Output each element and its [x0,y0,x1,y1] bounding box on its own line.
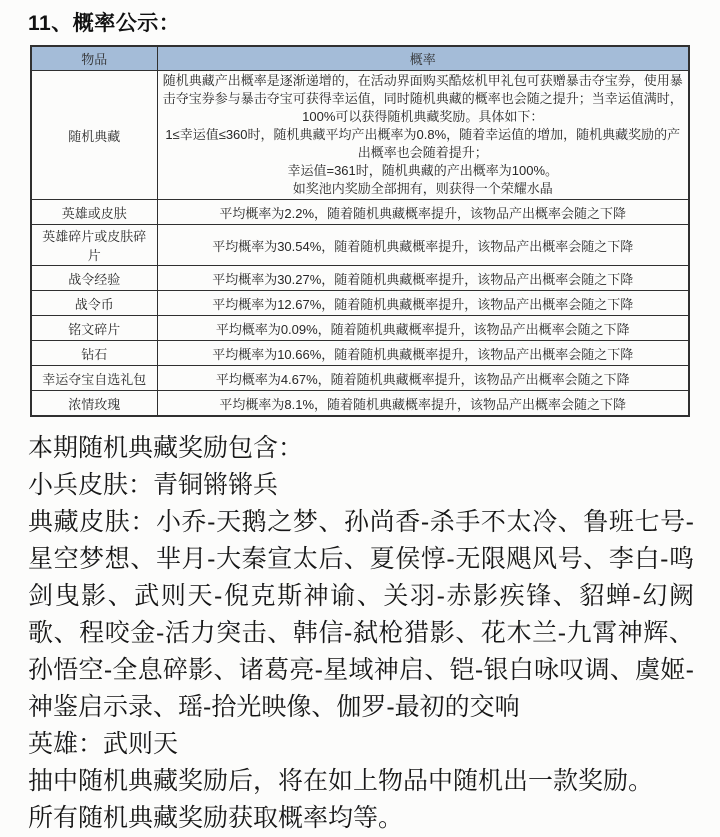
item-name-cell: 钻石 [31,341,157,366]
item-name-cell: 英雄或皮肤 [31,200,157,225]
table-row [31,291,689,316]
probability-cell: 平均概率为30.54%，随着随机典藏概率提升，该物品产出概率会随之下降 [157,225,689,266]
table-row-featured [31,71,689,200]
item-name-cell: 幸运夺宝自选礼包 [31,366,157,391]
reward-line-collection-skins: 典藏皮肤：小乔-天鹅之梦、孙尚香-杀手不太冷、鲁班七号-星空梦想、芈月-大秦宣太后、夏侯惇-无限飓风号、李白-鸣剑曳影、武则天-倪克斯神谕、关羽-赤影疾锋、貂蝉-幻阙歌、程咬金-活力突击、韩信-弑枪猎影、花木兰-九霄神辉、孙悟空-全息碎影、诸葛亮-星域神启、铠-银白咏叹调、虞姬-神鉴启示录、瑶-拾光映像、伽罗-最初的交响 [28,508,694,721]
table-row [31,225,689,266]
probability-paragraph: 幸运值=361时，随机典藏的产出概率为100%。 [287,163,559,178]
probability-cell: 平均概率为4.67%，随着随机典藏概率提升，该物品产出概率会随之下降 [157,366,689,391]
probability-cell: 平均概率为2.2%，随着随机典藏概率提升，该物品产出概率会随之下降 [157,200,689,225]
probability-cell: 平均概率为10.66%，随着随机典藏概率提升，该物品产出概率会随之下降 [157,341,689,366]
table-row [31,316,689,341]
probability-detail-cell [157,71,689,200]
table-row [31,341,689,366]
rewards-note-equal-probability: 所有随机典藏奖励获取概率均等。 [28,804,404,832]
item-name-cell: 英雄碎片或皮肤碎片 [31,225,157,266]
table-row [31,366,689,391]
probability-cell: 平均概率为12.67%，随着随机典藏概率提升，该物品产出概率会随之下降 [157,291,689,316]
probability-paragraph: 如奖池内奖励全部拥有，则获得一个荣耀水晶 [292,181,553,196]
item-name-cell: 随机典藏 [31,71,157,200]
reward-line-hero: 英雄：武则天 [28,730,179,758]
rewards-note-draw: 抽中随机典藏奖励后，将在如上物品中随机出一款奖励。 [28,767,654,795]
probability-cell: 平均概率为8.1%，随着随机典藏概率提升，该物品产出概率会随之下降 [157,391,689,417]
rewards-heading: 本期随机典藏奖励包含： [28,434,304,462]
probability-table [30,45,690,417]
table-row [31,266,689,291]
column-header-probability: 概率 [157,46,689,71]
probability-cell: 平均概率为30.27%，随着随机典藏概率提升，该物品产出概率会随之下降 [157,266,689,291]
table-header-row [31,46,689,71]
item-name-cell: 战令币 [31,291,157,316]
item-name-cell: 战令经验 [31,266,157,291]
probability-cell: 平均概率为0.09%，随着随机典藏概率提升，该物品产出概率会随之下降 [157,316,689,341]
table-row [31,391,689,417]
probability-paragraph: 1≤幸运值≤360时，随机典藏平均产出概率为0.8%，随着幸运值的增加，随机典藏奖励的产出概率也会随着提升； [165,127,681,160]
rewards-section [28,430,694,837]
item-name-cell: 浓情玫瑰 [31,391,157,417]
item-name-cell: 铭文碎片 [31,316,157,341]
column-header-item: 物品 [31,46,157,71]
page-title: 11、概率公示： [28,12,181,35]
table-row [31,200,689,225]
probability-paragraph: 随机典藏产出概率是逐渐递增的，在活动界面购买酷炫机甲礼包可获赠暴击夺宝券，使用暴击夺宝券参与暴击夺宝可获得幸运值，同时随机典藏的概率也会随之提升；当幸运值满时，100%可以获得随机典藏奖励。具体如下： [162,73,683,124]
reward-line-minion-skin: 小兵皮肤：青铜锵锵兵 [28,471,279,499]
